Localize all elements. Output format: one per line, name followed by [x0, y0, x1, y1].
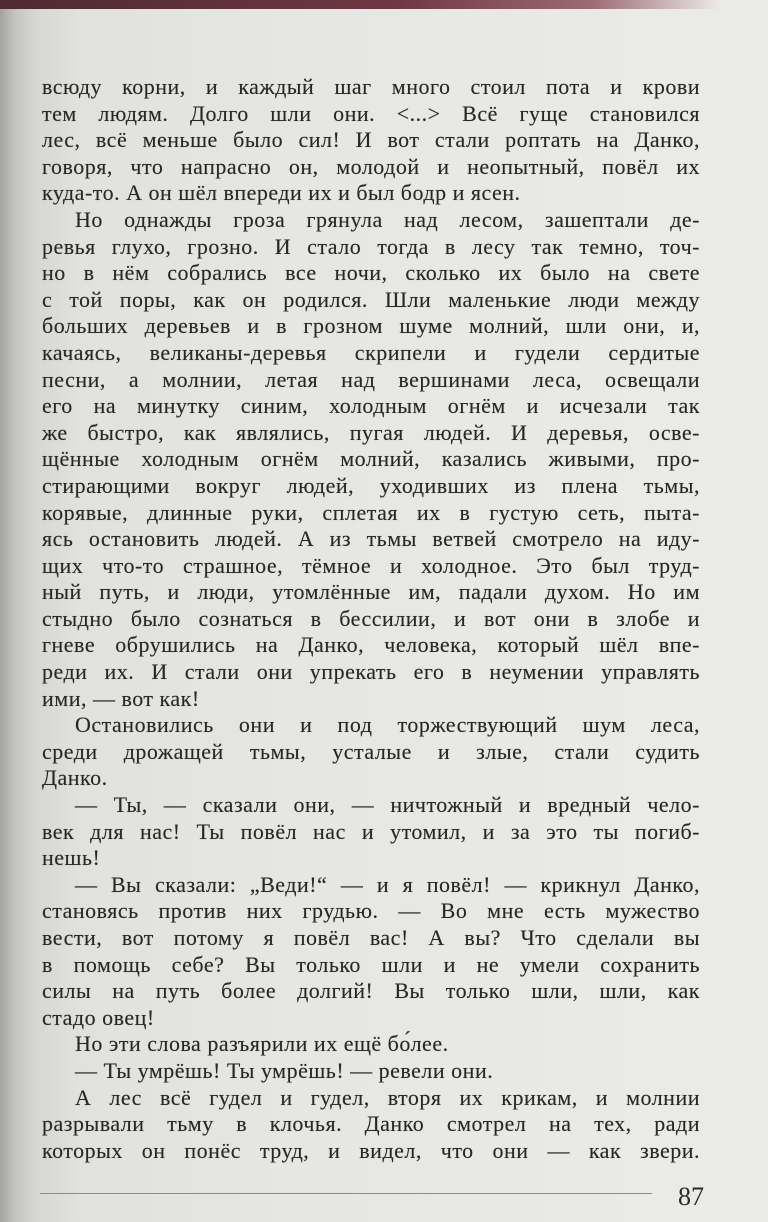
- text-line: с той поры, как он родился. Шли маленькие люди между: [42, 286, 700, 312]
- text-line: разрывали тьму в клочья. Данко смотрел на тех, ради: [42, 1111, 700, 1137]
- text-line: вести, вот потому я повёл вас! А вы? Что сделали вы: [42, 925, 700, 950]
- text-line: — Вы сказали: „Веди!“ — и я повёл! — крикнул Данко,: [75, 871, 700, 897]
- text-line: щих что-то страшное, тёмное и холодное. Это был труд-: [42, 552, 700, 578]
- text-line: лес, всё меньше было сил! И вот стали роптать на Данко,: [42, 127, 700, 153]
- text-line: тем людям. Долго шли они. <...> Всё гуще становился: [42, 100, 700, 126]
- text-line: но в нём собрались все ночи, сколько их было на свете: [42, 260, 700, 286]
- text-line: песни, а молнии, летая над вершинами леса, освещали: [42, 366, 700, 392]
- text-line: Данко.: [42, 765, 108, 791]
- text-line: — Ты умрёшь! Ты умрёшь! — ревели они.: [75, 1057, 494, 1083]
- text-line: корявые, длинные руки, сплетая их в густую сеть, пыта-: [42, 499, 700, 525]
- text-line: А лес всё гудел и гудел, вторя их крикам, и молнии: [75, 1084, 700, 1110]
- text-line: Но эти слова разъярили их ещё бо́лее.: [75, 1031, 449, 1057]
- text-line: Но однажды гроза грянула над лесом, зашептали де-: [75, 206, 700, 232]
- body-text: [42, 74, 700, 1164]
- text-line: ясь остановить людей. А из тьмы ветвей смотрело на иду-: [42, 526, 700, 552]
- text-line: качаясь, великаны-деревья скрипели и гудели сердитые: [42, 339, 700, 365]
- text-line: куда-то. А он шёл впереди их и был бодр и ясен.: [42, 180, 521, 206]
- text-line: гневе обрушились на Данко, человека, который шёл впе-: [42, 632, 700, 658]
- text-line: стирающими вокруг людей, уходивших из плена тьмы,: [42, 472, 700, 498]
- text-line: — Ты, — сказали они, — ничтожный и вредный чело-: [75, 792, 700, 818]
- text-line: больших деревьев и в грозном шуме молний, шли они, и,: [42, 313, 700, 339]
- text-line: становясь против них грудью. — Во мне есть мужество: [42, 898, 700, 924]
- paragraph: [42, 1085, 700, 1165]
- text-line: же быстро, как являлись, пугая людей. И деревья, осве-: [42, 419, 700, 445]
- text-line: стыдно было сознаться в бессилии, и вот они в злобе и: [42, 605, 700, 631]
- text-line: реди их. И стали они упрекать его в неумении управлять: [42, 659, 700, 685]
- text-line: в помощь себе? Вы только шли и не умели сохранить: [42, 951, 700, 977]
- text-line: силы на путь более долгий! Вы только шли, шли, как: [42, 978, 700, 1004]
- paragraph: [42, 207, 700, 712]
- text-line: нешь!: [42, 845, 101, 871]
- text-line: которых он понёс труд, и видел, что они — как звери.: [42, 1137, 700, 1163]
- text-line: ревья глухо, грозно. И стало тогда в лесу так темно, точ-: [42, 233, 700, 259]
- text-line: говоря, что напрасно он, молодой и неопытный, повёл их: [42, 153, 700, 179]
- text-line: век для нас! Ты повёл нас и утомил, и за это ты погиб-: [42, 818, 700, 844]
- text-line: его на минутку синим, холодным огнём и исчезали так: [42, 393, 700, 419]
- footer-rule: [40, 1193, 652, 1194]
- text-line: ими, — вот как!: [42, 685, 200, 711]
- paragraph: [42, 712, 700, 792]
- paragraph: [42, 792, 700, 872]
- book-cover-edge: [0, 0, 720, 9]
- paragraph: [42, 1058, 700, 1085]
- text-line: среди дрожащей тьмы, усталые и злые, стали судить: [42, 738, 700, 764]
- paragraph: [42, 1031, 700, 1058]
- page-number: 87: [678, 1182, 704, 1211]
- paragraph: [42, 872, 700, 1032]
- text-line: всюду корни, и каждый шаг много стоил пота и крови: [42, 74, 700, 99]
- text-line: Остановились они и под торжествующий шум леса,: [75, 712, 700, 738]
- text-line: ный путь, и люди, утомлённые им, падали духом. Но им: [42, 579, 700, 605]
- text-line: щённые холодным огнём молний, казались живыми, про-: [42, 446, 700, 472]
- text-line: стадо овец!: [42, 1004, 155, 1030]
- paragraph: [42, 74, 700, 207]
